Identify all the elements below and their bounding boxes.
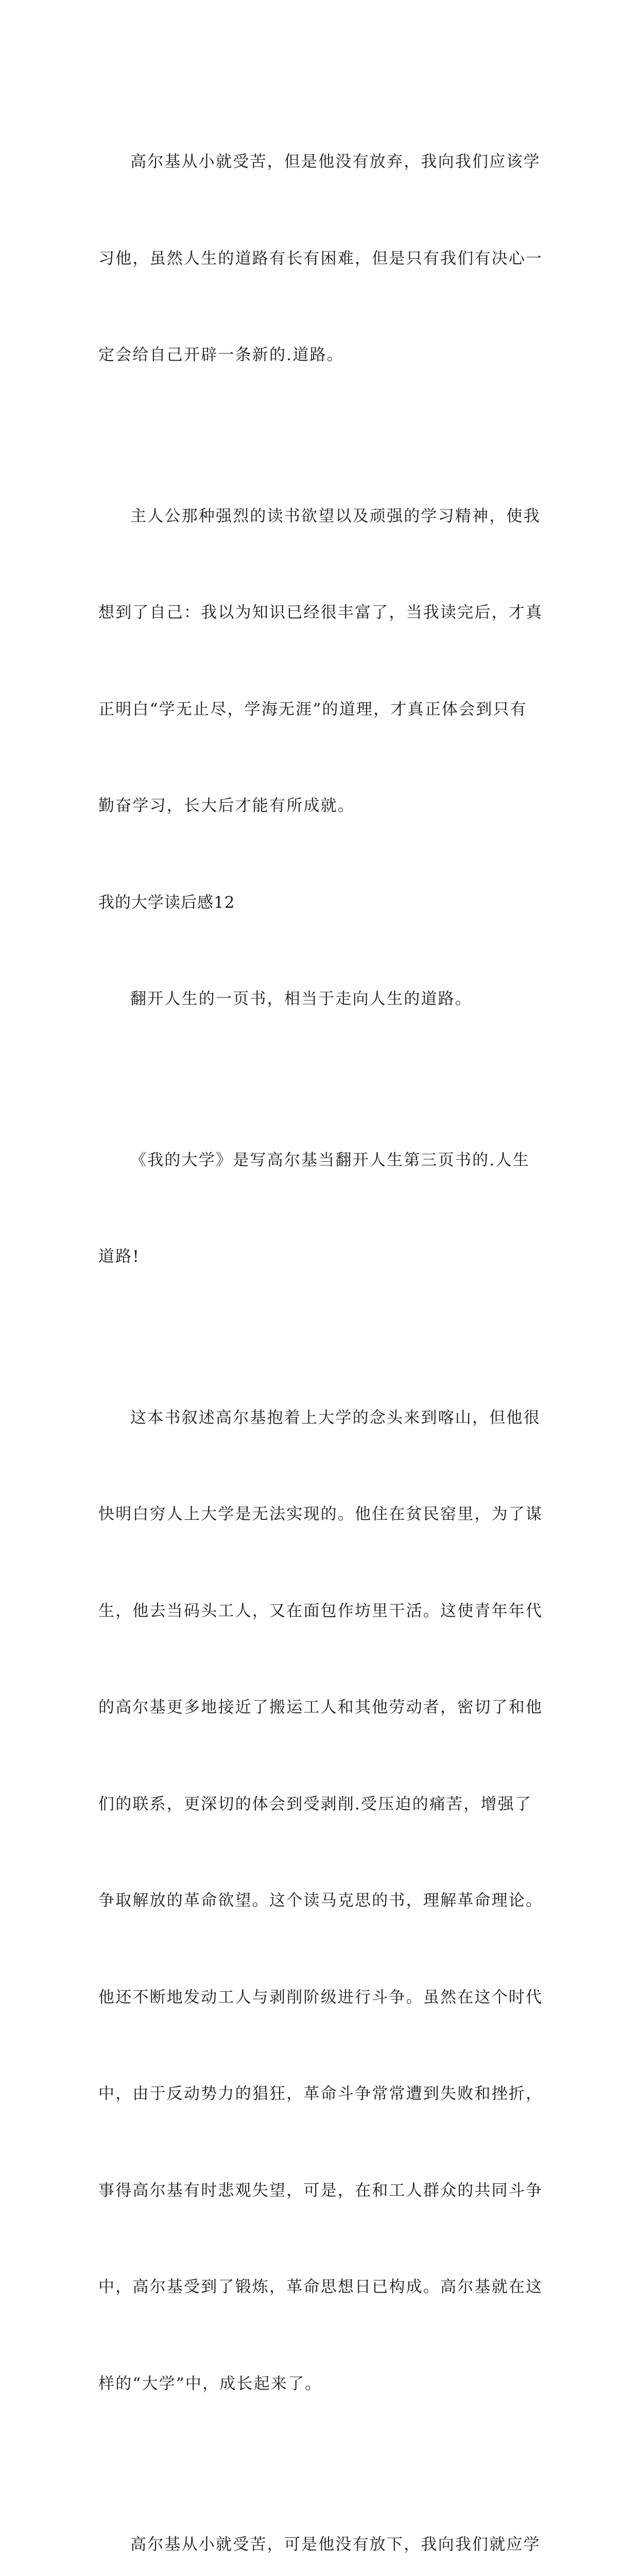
text-line: 正明白“学无止尽，学海无涯”的道理，才真正体会到只有 (98, 700, 527, 719)
text-line: 的高尔基更多地接近了搬运工人和其他劳动者，密切了和他 (98, 1698, 543, 1717)
text-line: 《我的大学》是写高尔基当翻开人生第三页书的.人生 (130, 1150, 530, 1170)
paragraph (98, 1080, 541, 1337)
paragraph (98, 1337, 541, 2465)
document-body (98, 81, 541, 2576)
text-line: 高尔基从小就受苦，可是他没有放下，我向我们就应学 (130, 2535, 541, 2554)
paragraph (98, 919, 541, 1080)
text-line: 中，高尔基受到了锻炼，革命思想日已构成。高尔基就在这 (98, 2278, 543, 2296)
paragraph (98, 2464, 541, 2576)
text-line: 他还不断地发动工人与剥削阶级进行斗争。虽然在这个时代 (98, 1988, 543, 2007)
text-line: 习他，虽然人生的道路有长有困难，但是只有我们有决心一 (98, 249, 543, 268)
text-line: 快明白穷人上大学是无法实现的。他住在贫民窑里，为了谋 (98, 1505, 543, 1523)
text-line: 翻开人生的一页书，相当于走向人生的道路。 (130, 990, 472, 1008)
text-line: 们的联系，更深切的体会到受剥削.受压迫的痛苦，增强了 (98, 1794, 532, 1814)
text-line: 样的“大学”中，成长起来了。 (98, 2374, 322, 2393)
text-line: 事得高尔基有时悲观失望，可是，在和工人群众的共同斗争 (98, 2181, 543, 2200)
text-line: 想到了自己：我以为知识已经很丰富了，当我读完后，才真 (98, 603, 543, 622)
text-line: 生，他去当码头工人，又在面包作坊里干活。这使青年年代 (98, 1601, 543, 1620)
text-line: 这本书叙述高尔基抱着上大学的念头来到喀山，但他很 (130, 1408, 541, 1427)
paragraph (98, 436, 541, 887)
text-line: 中，由于反动势力的猖狂，革命斗争常常遭到失败和挫折， (98, 2084, 543, 2103)
text-line: 定会给自己开辟一条新的.道路。 (98, 346, 344, 364)
paragraph (98, 81, 541, 436)
text-line: 高尔基从小就受苦，但是他没有放弃，我向我们应该学 (130, 152, 541, 171)
section-heading: 我的大学读后感12 (98, 893, 235, 912)
text-line: 争取解放的革命欲望。这个读马克思的书，理解革命理论。 (98, 1891, 543, 1910)
text-line: 勤奋学习，长大后才能有所成就。 (98, 796, 355, 815)
text-line: 主人公那种强烈的读书欲望以及顽强的学习精神，使我 (130, 506, 541, 526)
text-line: 道路! (98, 1247, 141, 1266)
